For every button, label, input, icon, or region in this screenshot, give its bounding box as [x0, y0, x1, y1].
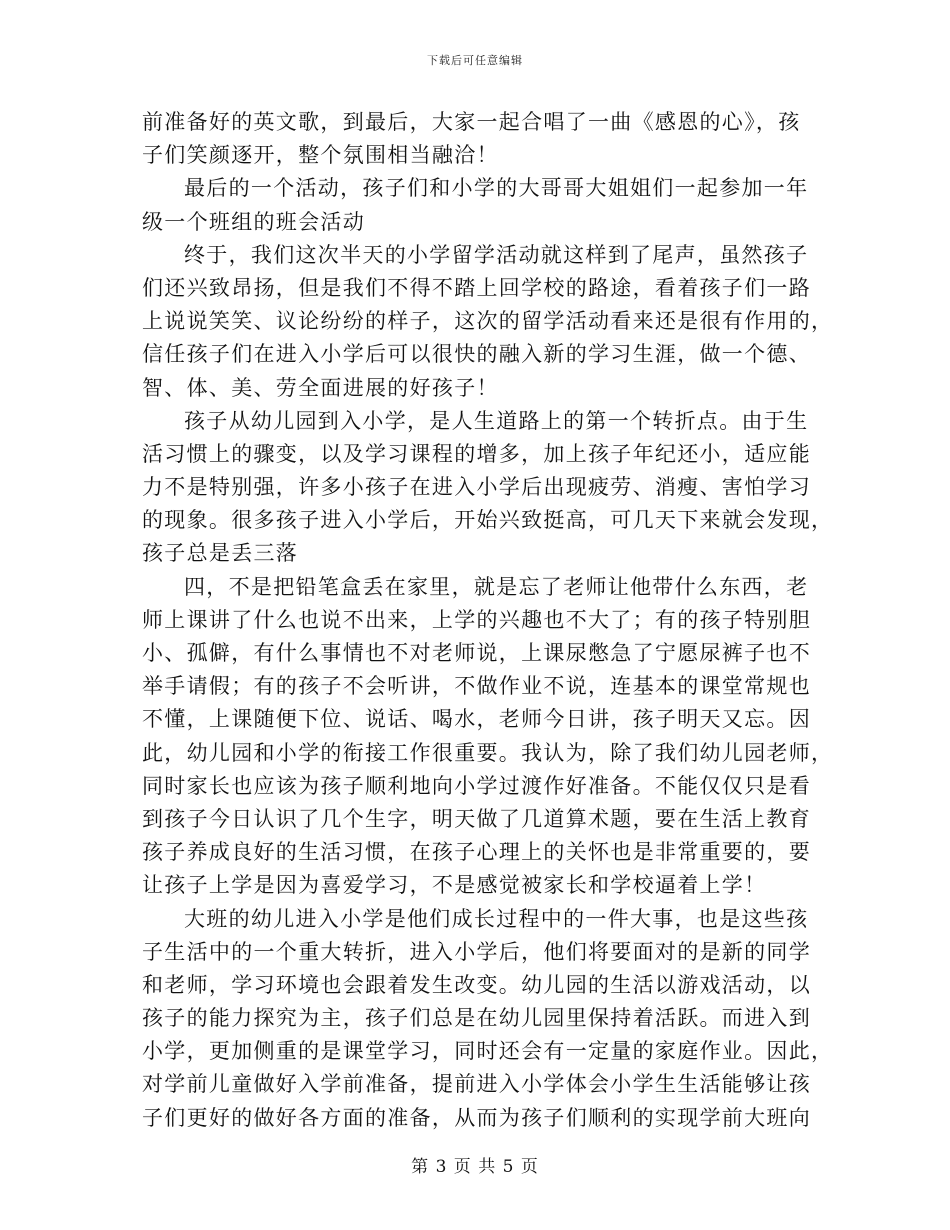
text-line: 和老师，学习环境也会跟着发生改变。幼儿园的生活以游戏活动，以	[142, 972, 811, 997]
text-line: 们还兴致昂扬，但是我们不得不踏上回学校的路途，看着孩子们一路	[142, 275, 811, 300]
paragraph	[142, 405, 834, 571]
text-line: 智、体、美、劳全面进展的好孩子！	[142, 375, 499, 400]
paragraph	[142, 571, 834, 903]
paragraph	[142, 239, 834, 405]
text-line: 最后的一个活动，孩子们和小学的大哥哥大姐姐们一起参加一年	[184, 176, 809, 201]
text-line: 前准备好的英文歌，到最后，大家一起合唱了一曲《感恩的心》，孩	[142, 110, 801, 134]
page-header: 下载后可任意编辑	[427, 54, 523, 67]
text-line: 让孩子上学是因为喜爱学习，不是感觉被家长和学校逼着上学！	[142, 873, 767, 898]
text-line: 孩子的能力探究为主，孩子们总是在幼儿园里保持着活跃。而进入到	[142, 1006, 811, 1031]
paragraph	[142, 903, 834, 1135]
paragraph	[142, 172, 808, 238]
text-line: 举手请假；有的孩子不会听讲，不做作业不说，连基本的课堂常规也	[142, 674, 811, 699]
text-line: 子们笑颜逐开，整个氛围相当融洽！	[142, 143, 499, 168]
text-line: 子生活中的一个重大转折，进入小学后，他们将要面对的是新的同学	[142, 939, 811, 964]
text-line: 孩子养成良好的生活习惯，在孩子心理上的关怀也是非常重要的，要	[142, 840, 811, 865]
text-line: 子们更好的做好各方面的准备，从而为孩子们顺利的实现学前大班向	[142, 1105, 811, 1130]
text-line: 的现象。很多孩子进入小学后，开始兴致挺高，可几天下来就会发现，	[142, 508, 834, 533]
text-line: 同时家长也应该为孩子顺利地向小学过渡作好准备。不能仅仅只是看	[142, 773, 811, 798]
document-body	[142, 106, 834, 1135]
text-line: 到孩子今日认识了几个生字，明天做了几道算术题，要在生活上教育	[142, 806, 811, 831]
text-line: 终于，我们这次半天的小学留学活动就这样到了尾声，虽然孩子	[184, 242, 809, 267]
text-line: 力不是特别强，许多小孩子在进入小学后出现疲劳、消瘦、害怕学习	[142, 475, 811, 500]
text-line: 不懂，上课随便下位、说话、喝水，老师今日讲，孩子明天又忘。因	[142, 707, 811, 732]
text-line: 级一个班组的班会活动	[142, 209, 365, 234]
paragraph	[142, 106, 808, 172]
text-line: 孩子从幼儿园到入小学，是人生道路上的第一个转折点。由于生	[184, 408, 809, 433]
text-line: 此，幼儿园和小学的衔接工作很重要。我认为，除了我们幼儿园老师，	[142, 740, 834, 765]
text-line: 大班的幼儿进入小学是他们成长过程中的一件大事，也是这些孩	[184, 906, 809, 931]
text-line: 小学，更加侧重的是课堂学习，同时还会有一定量的家庭作业。因此，	[142, 1039, 834, 1064]
text-line: 师上课讲了什么也说不出来，上学的兴趣也不大了；有的孩子特别胆	[142, 607, 811, 632]
text-line: 孩子总是丢三落	[142, 541, 299, 566]
text-line: 四，不是把铅笔盒丢在家里，就是忘了老师让他带什么东西，老	[184, 574, 809, 599]
text-line: 信任孩子们在进入小学后可以很快的融入新的学习生涯，做一个德、	[142, 342, 811, 367]
text-line: 活习惯上的骤变，以及学习课程的增多，加上孩子年纪还小，适应能	[142, 441, 811, 466]
text-line: 小、孤僻，有什么事情也不对老师说，上课尿憋急了宁愿尿裤子也不	[142, 641, 811, 665]
text-line: 上说说笑笑、议论纷纷的样子，这次的留学活动看来还是很有作用的，	[142, 309, 834, 334]
text-line: 对学前儿童做好入学前准备，提前进入小学体会小学生生活能够让孩	[142, 1072, 811, 1097]
page-number: 第 3 页 共 5 页	[411, 1157, 539, 1177]
